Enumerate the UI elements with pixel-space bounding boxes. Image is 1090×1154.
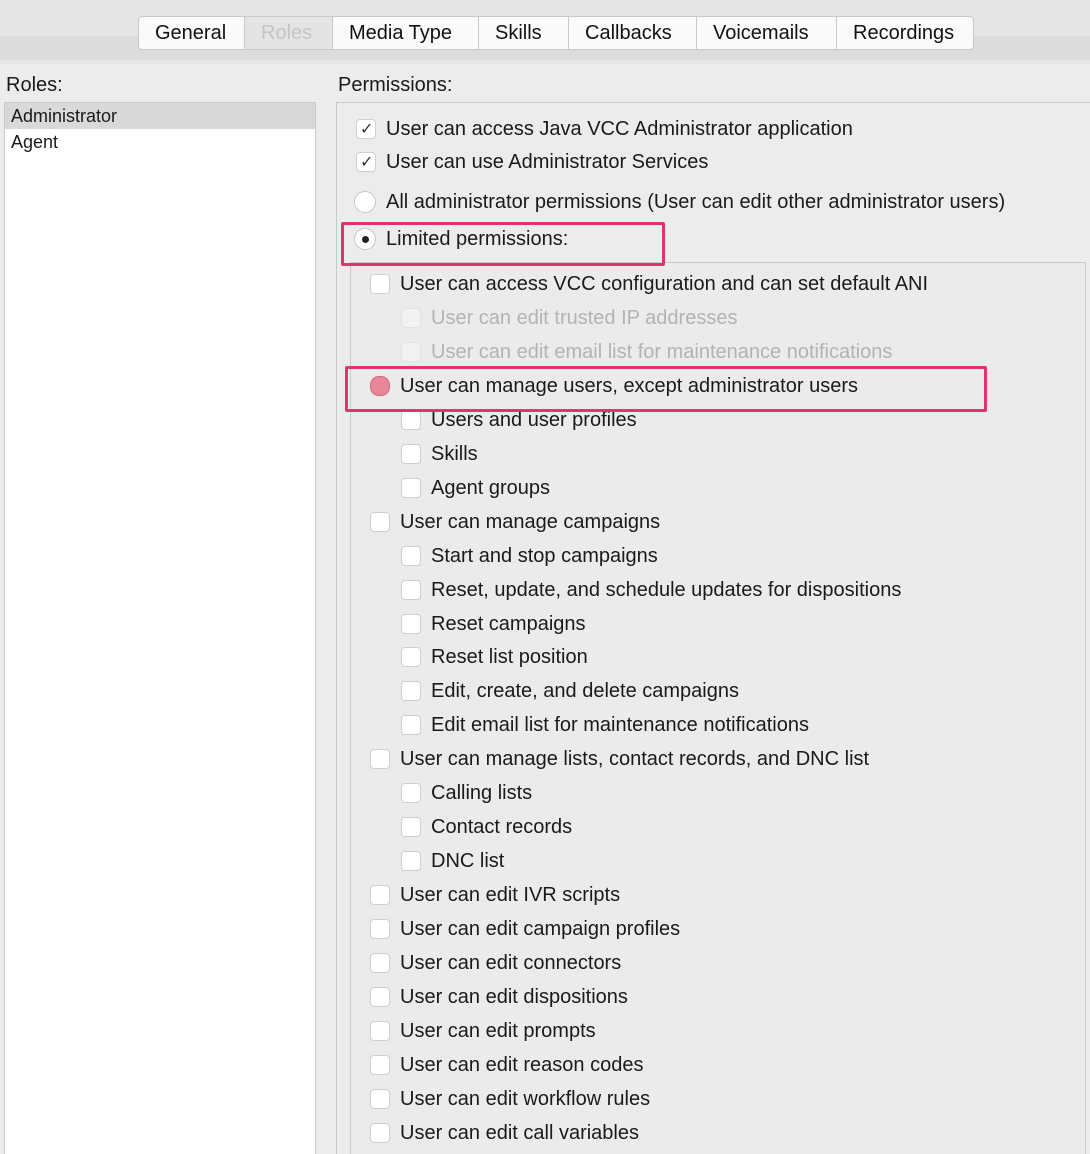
- permission-row[interactable]: [370, 982, 628, 1012]
- tab-bar: [138, 16, 974, 50]
- permission-row[interactable]: [370, 507, 660, 537]
- role-item-administrator[interactable]: Administrator: [5, 103, 315, 129]
- permission-checkbox[interactable]: [401, 444, 421, 464]
- permission-row[interactable]: [370, 880, 620, 910]
- permission-checkbox[interactable]: [370, 1055, 390, 1075]
- permission-label: User can edit prompts: [400, 1019, 596, 1042]
- permission-label: User can access Java VCC Administrator application: [386, 117, 853, 140]
- permission-checkbox[interactable]: [401, 715, 421, 735]
- permission-label: Calling lists: [431, 781, 533, 804]
- permission-checkbox[interactable]: [370, 885, 390, 905]
- radio-label: Limited permissions:: [386, 227, 569, 250]
- tab-skills[interactable]: Skills: [479, 17, 569, 49]
- permission-row[interactable]: [370, 1118, 639, 1148]
- permission-checkbox[interactable]: [370, 1021, 390, 1041]
- sub-permission-row[interactable]: [401, 575, 901, 605]
- sub-permission-row: [401, 337, 892, 367]
- permission-row[interactable]: [370, 1016, 596, 1046]
- checkbox-java-vcc-admin[interactable]: [356, 119, 376, 139]
- permission-label: User can edit dispositions: [400, 985, 628, 1008]
- permission-checkbox[interactable]: [401, 410, 421, 430]
- permission-row[interactable]: [370, 1084, 650, 1114]
- permission-label: DNC list: [431, 849, 505, 872]
- permission-checkbox[interactable]: [370, 376, 390, 396]
- permission-label: User can edit connectors: [400, 951, 622, 974]
- sub-permission-row[interactable]: [401, 609, 586, 639]
- permission-label: User can edit trusted IP addresses: [431, 306, 738, 329]
- permission-label: Edit email list for maintenance notifications: [431, 713, 809, 736]
- permission-checkbox[interactable]: [370, 987, 390, 1007]
- permission-checkbox[interactable]: [370, 274, 390, 294]
- permission-checkbox[interactable]: [370, 953, 390, 973]
- permission-label: Reset list position: [431, 645, 588, 668]
- tab-voicemails[interactable]: Voicemails: [697, 17, 837, 49]
- permission-row[interactable]: [370, 1050, 643, 1080]
- permission-label: Edit, create, and delete campaigns: [431, 679, 739, 702]
- radio-row[interactable]: [354, 224, 568, 254]
- permission-label: User can edit campaign profiles: [400, 917, 681, 940]
- permission-label: User can edit workflow rules: [400, 1087, 651, 1110]
- sub-permission-row[interactable]: [401, 439, 478, 469]
- permission-checkbox: [401, 308, 421, 328]
- permission-checkbox[interactable]: [401, 817, 421, 837]
- permission-row[interactable]: [370, 371, 858, 401]
- permission-label: Start and stop campaigns: [431, 544, 658, 567]
- permission-label: Skills: [431, 442, 478, 465]
- permission-row[interactable]: [370, 948, 621, 978]
- permission-checkbox[interactable]: [370, 919, 390, 939]
- permission-checkbox[interactable]: [401, 783, 421, 803]
- tab-roles[interactable]: Roles: [245, 17, 333, 49]
- permission-label: Agent groups: [431, 476, 550, 499]
- radio-all-permissions[interactable]: [354, 191, 376, 213]
- sub-permission-row: [401, 303, 737, 333]
- permission-checkbox[interactable]: [401, 851, 421, 871]
- permission-checkbox: [401, 342, 421, 362]
- sub-permission-row[interactable]: [401, 642, 588, 672]
- sub-permission-row[interactable]: [401, 710, 809, 740]
- sub-permission-row[interactable]: [401, 812, 572, 842]
- permission-checkbox[interactable]: [370, 512, 390, 532]
- sub-permission-row[interactable]: [401, 473, 550, 503]
- permissions-label: Permissions:: [338, 74, 453, 96]
- radio-limited-permissions[interactable]: [354, 228, 376, 250]
- sub-permission-row[interactable]: [401, 541, 658, 571]
- permission-checkbox[interactable]: [401, 546, 421, 566]
- permission-checkbox[interactable]: [370, 1123, 390, 1143]
- sub-permission-row[interactable]: [401, 405, 637, 435]
- permission-label: User can use Administrator Services: [386, 150, 709, 173]
- permission-label: Reset campaigns: [431, 612, 586, 635]
- tab-recordings[interactable]: Recordings: [853, 22, 955, 44]
- permission-label: User can manage users, except administrator users: [400, 374, 858, 397]
- roles-label: Roles:: [6, 74, 63, 96]
- tab-general[interactable]: General: [139, 17, 245, 49]
- permission-checkbox[interactable]: [370, 749, 390, 769]
- permission-row[interactable]: [370, 269, 928, 299]
- permission-label: User can manage lists, contact records, and DNC list: [400, 747, 870, 770]
- permission-row[interactable]: [370, 744, 869, 774]
- permission-row[interactable]: [356, 147, 708, 177]
- radio-label: All administrator permissions (User can edit other administrator users): [386, 190, 1006, 213]
- permission-checkbox[interactable]: [401, 580, 421, 600]
- sub-permission-row[interactable]: [401, 846, 504, 876]
- role-item-agent[interactable]: Agent: [11, 132, 59, 152]
- permission-row[interactable]: [370, 914, 680, 944]
- roles-list[interactable]: [4, 102, 316, 1154]
- tab-strip: [0, 0, 1090, 64]
- permission-label: User can edit email list for maintenance notifications: [431, 340, 893, 363]
- radio-row[interactable]: [354, 187, 1005, 217]
- checkbox-admin-services[interactable]: [356, 152, 376, 172]
- permission-checkbox[interactable]: [401, 681, 421, 701]
- permission-checkbox[interactable]: [401, 647, 421, 667]
- sub-permission-row[interactable]: [401, 778, 532, 808]
- permission-label: Users and user profiles: [431, 408, 637, 431]
- permission-label: Contact records: [431, 815, 573, 838]
- permission-checkbox[interactable]: [401, 614, 421, 634]
- permission-checkbox[interactable]: [370, 1089, 390, 1109]
- permission-label: User can edit reason codes: [400, 1053, 644, 1076]
- permission-label: User can edit call variables: [400, 1121, 639, 1144]
- permission-label: User can manage campaigns: [400, 510, 661, 533]
- permission-label: Reset, update, and schedule updates for dispositions: [431, 578, 902, 601]
- permission-label: User can access VCC configuration and can set default ANI: [400, 272, 929, 295]
- tab-media-type[interactable]: Media Type: [333, 17, 479, 49]
- permission-label: User can edit IVR scripts: [400, 883, 621, 906]
- tab-callbacks[interactable]: Callbacks: [569, 17, 697, 49]
- permission-row[interactable]: [356, 114, 853, 144]
- sub-permission-row[interactable]: [401, 676, 739, 706]
- permission-checkbox[interactable]: [401, 478, 421, 498]
